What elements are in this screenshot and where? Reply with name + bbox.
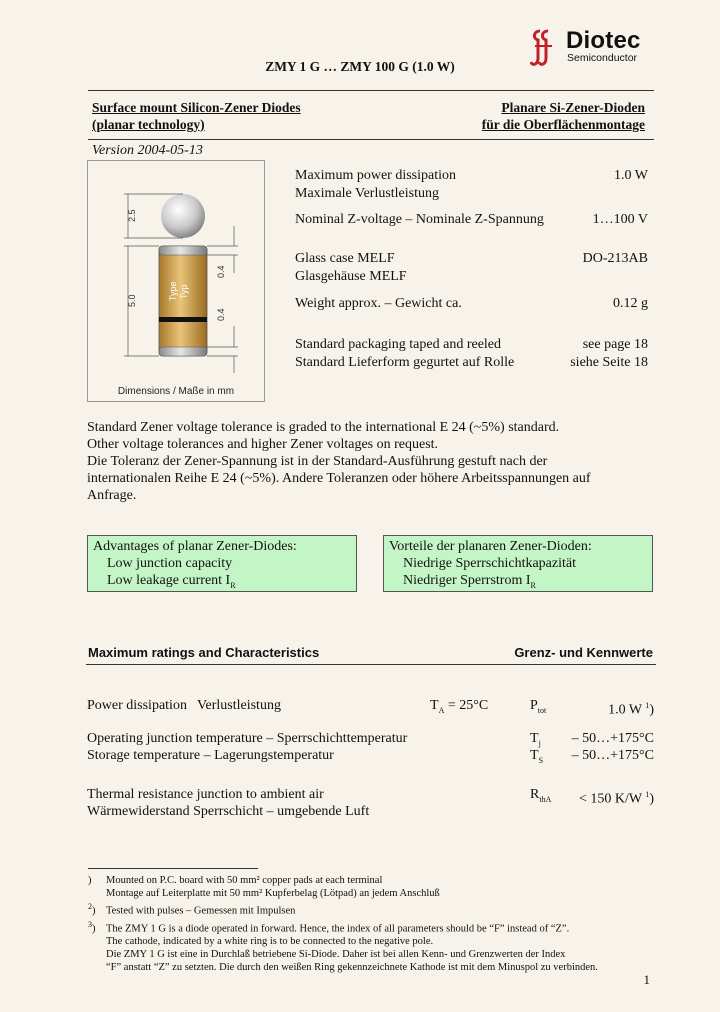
- dimension-caption: Dimensions / Maße in mm: [117, 386, 235, 397]
- tj-value: – 50…+175°C: [571, 731, 654, 746]
- dim-lower-label: 0.4: [216, 308, 226, 321]
- dim-upper-label: 0.4: [216, 265, 226, 278]
- typ-label: Typ: [179, 284, 189, 299]
- dim-body-label: 5.0: [127, 294, 137, 307]
- spec-packaging-value: see page 18 siehe Seite 18: [570, 337, 648, 370]
- rth-symbol: $R_{thA}$: [530, 787, 552, 804]
- brand-name: Diotec: [566, 27, 641, 54]
- tj-label: Operating junction temperature – Sperrschichttemperatur: [87, 731, 408, 746]
- cathode-band: [159, 317, 207, 322]
- spec-weight-label: Weight approx. – Gewicht ca.: [295, 296, 462, 311]
- document-title: ZMY 1 G … ZMY 100 G (1.0 W): [265, 59, 455, 74]
- ts-label: Storage temperature – Lagerungstemperatur: [87, 748, 334, 763]
- section-rule: [86, 664, 656, 665]
- spec-packaging-label: Standard packaging taped and reeled Standard Lieferform gegurtet auf Rolle: [295, 337, 515, 370]
- section-title-en: Maximum ratings and Characteristics: [88, 645, 320, 660]
- ts-symbol: $T_S$: [530, 748, 544, 765]
- header-right: Planare Si-Zener-Dioden für die Oberflächenmontage: [481, 100, 645, 132]
- power-symbol: $P_{tot}$: [530, 698, 547, 715]
- rth-value: < 150 K/W $^1$): [578, 790, 654, 807]
- melf-diode-drawing: [88, 161, 264, 401]
- header-left: Surface mount Silicon-Zener Diodes (planar technology): [92, 100, 301, 132]
- spec-weight-value: 0.12 g: [613, 296, 648, 311]
- diode-body: [159, 246, 207, 356]
- end-view-circle: [161, 194, 205, 238]
- type-label: Type: [168, 281, 178, 301]
- top-rule: [88, 90, 654, 91]
- power-value: 1.0 W $^1$): [608, 701, 654, 718]
- footnote-1: ) Mounted on P.C. board with 50 mm² copper pads at each terminal Montage auf Leiterplatte mit 50 mm² Kupferbelag (Lötpad) an jedem Anschluß $^2$) Tested with pulses – Gemessen mit Impulsen $^3$) The ZMY 1 G is a diode operated in forward. Hence, the index of all parameters should be “F” instead of “Z”. The cathode, indicated by a white ring is to be connected to the negative pole. Die ZMY 1 G ist eine in Durchlaß betriebene Si-Diode. Daher ist bei allen Kenn- und Grenzwerten der Index “F” anstatt “Z” zu setzten. Die durch den weißen Ring gekennzeichnete Kathode ist mit dem Minuspol zu verbinden.: [88, 875, 598, 973]
- spec-power-label: Maximum power dissipation Maximale Verlustleistung: [295, 168, 456, 201]
- dim-top-label: 2.5: [127, 209, 137, 222]
- spec-zvoltage-value: 1…100 V: [592, 212, 648, 227]
- ts-value: – 50…+175°C: [571, 748, 654, 763]
- tj-symbol: $T_j$: [530, 731, 541, 748]
- spec-power-value: 1.0 W: [614, 168, 648, 183]
- advantages-de-box: Vorteile der planaren Zener-Dioden: Niedrige Sperrschichtkapazität Niedriger Sperrstrom $I_R$: [383, 535, 653, 592]
- spec-case-value: DO-213AB: [582, 251, 648, 266]
- spec-case-label: Glass case MELF Glasgehäuse MELF: [295, 251, 407, 284]
- dimension-drawing: [87, 160, 265, 402]
- power-condition: $T_A = 25^\circ C$: [430, 698, 489, 715]
- brand-subtitle: Semiconductor: [567, 52, 638, 64]
- footnote-rule: [88, 868, 258, 869]
- power-label: Power dissipation Verlustleistung: [87, 698, 281, 713]
- page-number: 1: [643, 972, 650, 987]
- rth-label: Thermal resistance junction to ambient air Wärmewiderstand Sperrschicht – umgebende Luft: [87, 787, 370, 819]
- tolerance-paragraph: Standard Zener voltage tolerance is graded to the international E 24 (~5%) standard. Other voltage tolerances and higher Zener voltages on request. Die Toleranz der Zener-Spannung ist in der Standard-Ausführung gestuft nach der internationalen Reihe E 24 (~5%). Andere Toleranzen oder höhere Arbeitsspannungen auf Anfrage.: [87, 420, 591, 503]
- header-rule: [88, 139, 654, 140]
- spec-zvoltage-label: Nominal Z-voltage – Nominale Z-Spannung: [295, 212, 544, 227]
- version-label: Version 2004-05-13: [92, 143, 203, 158]
- advantages-en-box: Advantages of planar Zener-Diodes: Low junction capacity Low leakage current $I_R$: [87, 535, 357, 592]
- section-title-de: Grenz- und Kennwerte: [514, 645, 653, 660]
